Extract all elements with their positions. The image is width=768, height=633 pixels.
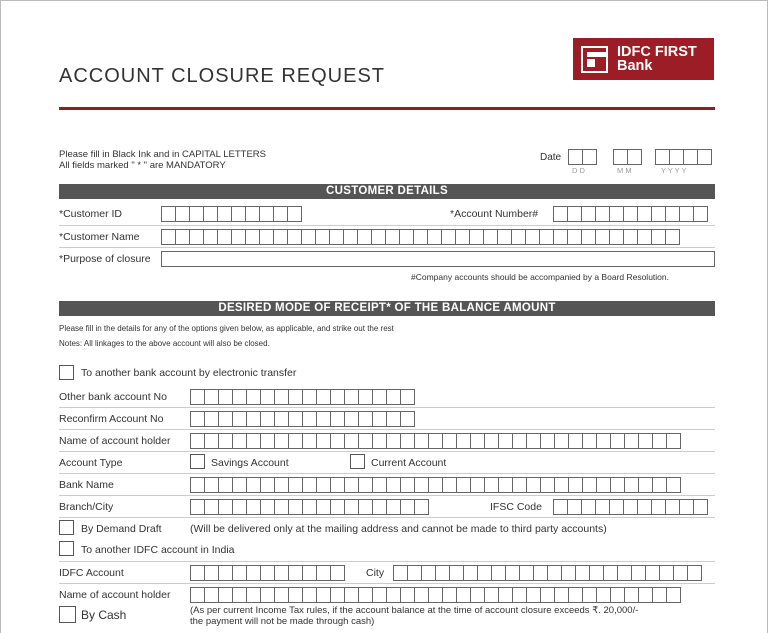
customer-name-boxes[interactable]: [161, 229, 679, 245]
date-month-boxes[interactable]: [613, 149, 641, 165]
purpose-label: *Purpose of closure: [59, 253, 151, 265]
bank-name-label: Bank Name: [59, 479, 114, 491]
idfc-account-label: IDFC Account: [59, 567, 124, 579]
divider: [59, 517, 715, 518]
holder-boxes[interactable]: [190, 433, 680, 449]
instruction-line-2: All fields marked " * " are MANDATORY: [59, 160, 226, 171]
date-sub-year: Y Y Y Y: [661, 166, 687, 175]
page-title: ACCOUNT CLOSURE REQUEST: [59, 65, 386, 87]
current-label: Current Account: [371, 457, 447, 469]
purpose-input[interactable]: [161, 251, 715, 267]
instruction-line-1: Please fill in Black Ink and in CAPITAL LETTERS: [59, 149, 266, 160]
bank-name-boxes[interactable]: [190, 477, 680, 493]
customer-details-heading: CUSTOMER DETAILS: [59, 184, 715, 199]
savings-label: Savings Account: [211, 457, 289, 469]
bank-logo: [573, 38, 714, 80]
savings-checkbox[interactable]: [190, 454, 205, 469]
divider: [59, 429, 715, 430]
reconfirm-boxes[interactable]: [190, 411, 414, 427]
city-boxes[interactable]: [393, 565, 701, 581]
divider: [59, 583, 715, 584]
idfc-account-option-label: To another IDFC account in India: [81, 544, 235, 556]
reconfirm-label: Reconfirm Account No: [59, 413, 164, 425]
divider: [59, 247, 715, 248]
cash-note-1: (As per current Income Tax rules, if the account balance at the time of account closure exceeds ₹. 20,000/-: [190, 605, 639, 616]
divider: [59, 561, 715, 562]
holder2-boxes[interactable]: [190, 587, 680, 603]
divider: [59, 407, 715, 408]
idfc-account-boxes[interactable]: [190, 565, 344, 581]
logo-mark-icon: [581, 46, 608, 73]
city-label: City: [366, 567, 385, 579]
current-checkbox[interactable]: [350, 454, 365, 469]
customer-id-label: *Customer ID: [59, 208, 123, 220]
holder2-label: Name of account holder: [59, 589, 171, 601]
cash-note-2: the payment will not be made through cash): [190, 616, 375, 627]
electronic-transfer-label: To another bank account by electronic transfer: [81, 367, 297, 379]
date-day-boxes[interactable]: [568, 149, 596, 165]
other-bank-label: Other bank account No: [59, 391, 167, 403]
holder-label: Name of account holder: [59, 435, 171, 447]
divider: [59, 225, 715, 226]
date-year-boxes[interactable]: [655, 149, 711, 165]
receipt-heading: DESIRED MODE OF RECEIPT* OF THE BALANCE AMOUNT: [59, 301, 715, 316]
date-label: Date: [540, 152, 562, 163]
account-number-boxes[interactable]: [553, 206, 707, 222]
date-sub-month: M M: [617, 166, 632, 175]
electronic-transfer-checkbox[interactable]: [59, 365, 74, 380]
divider: [59, 495, 715, 496]
branch-label: Branch/City: [59, 501, 114, 513]
cash-checkbox[interactable]: [59, 606, 76, 623]
account-type-label: Account Type: [59, 457, 123, 469]
receipt-note-1: Please fill in the details for any of the options given below, as applicable, and strike out the rest: [59, 324, 394, 333]
customer-name-label: *Customer Name: [59, 231, 140, 243]
divider: [59, 451, 715, 452]
demand-draft-note: (Will be delivered only at the mailing address and cannot be made to third party accounts): [190, 523, 607, 535]
branch-boxes[interactable]: [190, 499, 428, 515]
date-sub-day: D D: [572, 166, 585, 175]
account-number-label: *Account Number#: [450, 208, 539, 220]
receipt-note-2: Notes: All linkages to the above account will also be closed.: [59, 339, 270, 348]
ifsc-boxes[interactable]: [553, 499, 707, 515]
divider: [59, 473, 715, 474]
demand-draft-label: By Demand Draft: [81, 523, 162, 535]
logo-text: IDFC FIRST Bank: [617, 44, 697, 74]
cash-label: By Cash: [81, 608, 127, 622]
header-divider: [59, 107, 715, 110]
other-bank-boxes[interactable]: [190, 389, 414, 405]
idfc-account-checkbox[interactable]: [59, 541, 74, 556]
company-note: #Company accounts should be accompanied by a Board Resolution.: [411, 272, 669, 282]
ifsc-label: IFSC Code: [490, 501, 542, 513]
demand-draft-checkbox[interactable]: [59, 520, 74, 535]
customer-id-boxes[interactable]: [161, 206, 301, 222]
